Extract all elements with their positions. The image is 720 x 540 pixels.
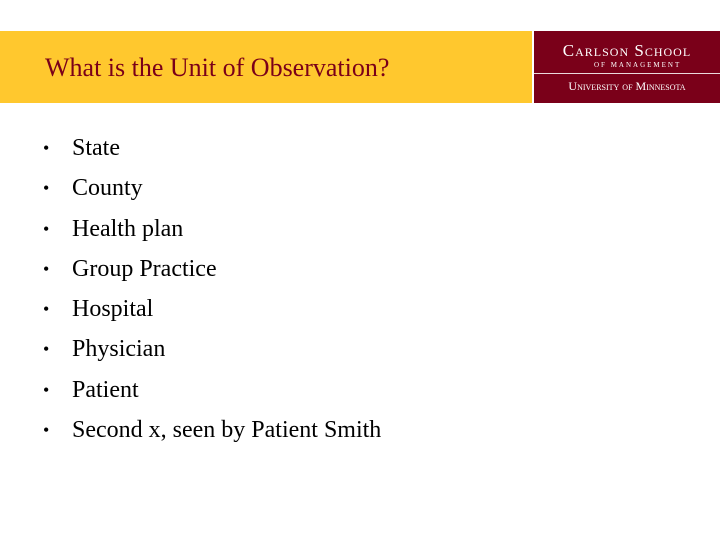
bullet-item xyxy=(43,209,381,249)
bullet-icon: • xyxy=(43,420,50,441)
logo-divider xyxy=(534,73,720,74)
bullet-text: Patient xyxy=(72,376,139,403)
slide-title: What is the Unit of Observation? xyxy=(45,53,390,82)
bullet-icon: • xyxy=(43,379,50,400)
carlson-school-logo xyxy=(532,31,720,103)
logo-subtitle: OF MANAGEMENT xyxy=(594,61,682,69)
bullet-icon: • xyxy=(43,339,50,360)
bullet-text: Hospital xyxy=(72,296,154,323)
bullet-icon: • xyxy=(43,258,50,279)
bullet-item xyxy=(43,289,381,329)
bullet-icon: • xyxy=(43,299,50,320)
bullet-item xyxy=(43,329,381,369)
logo-university-name: University of Minnesota xyxy=(568,79,686,93)
bullet-icon: • xyxy=(43,178,50,199)
bullet-text: Group Practice xyxy=(72,255,217,282)
bullet-item xyxy=(43,249,381,289)
bullet-text: Health plan xyxy=(72,215,184,242)
bullet-text: State xyxy=(72,135,120,161)
bullet-list xyxy=(43,128,381,450)
bullet-item xyxy=(43,370,381,410)
bullet-item xyxy=(43,168,381,208)
bullet-icon: • xyxy=(43,138,50,158)
bullet-item xyxy=(43,128,381,168)
bullet-text: County xyxy=(72,175,143,202)
logo-box xyxy=(534,31,720,103)
bullet-text: Physician xyxy=(72,336,166,363)
logo-school-name: Carlson School xyxy=(562,41,692,60)
bullet-icon: • xyxy=(43,218,50,239)
bullet-text: Second x, seen by Patient Smith xyxy=(72,417,382,444)
bullet-item xyxy=(43,410,381,450)
